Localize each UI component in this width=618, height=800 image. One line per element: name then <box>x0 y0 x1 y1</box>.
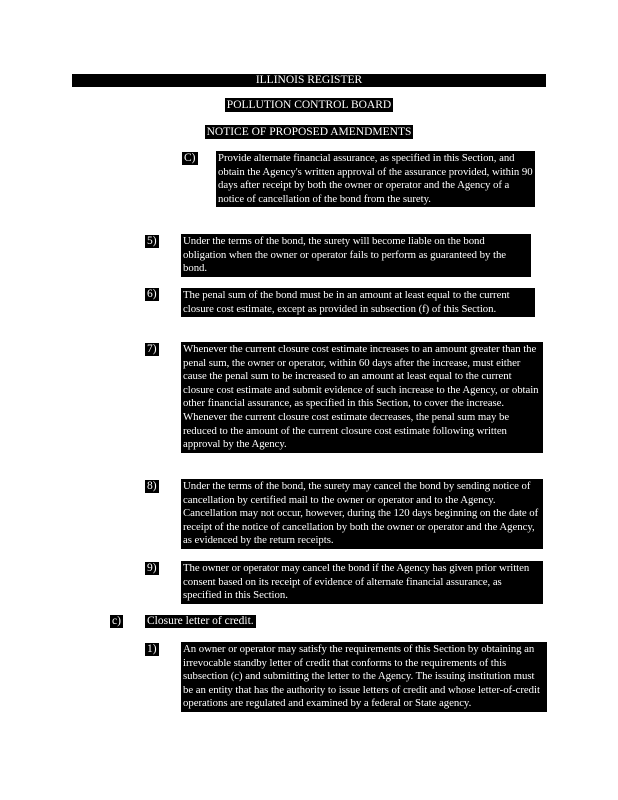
item-label: 5) <box>147 235 157 247</box>
register-title: ILLINOIS REGISTER <box>72 74 546 87</box>
item-text: Under the terms of the bond, the surety will become liable on the bond obligation when the owner or operator fails to perform as guaranteed by the bond. <box>181 234 531 277</box>
item-label: 8) <box>147 480 157 492</box>
item-label: 9) <box>147 562 157 574</box>
item-label: 7) <box>147 343 157 355</box>
item-text: Whenever the current closure cost estimate increases to an amount greater than the penal sum, the owner or operator, within 60 days after the increase, must either cause the penal sum to be increased to an amount at least equal to the current closure cost estimate and submit evidence of such increase to the Agency, or obtain other financial assurance, as specified in this Section, to cover the increase. Whenever the current closure cost estimate decreases, the penal sum may be reduced to the amount of the current closure cost estimate following written approval by the Agency. <box>181 342 543 453</box>
item-text: The penal sum of the bond must be in an amount at least equal to the current closure cost estimate, except as provided in subsection (f) of this Section. <box>181 288 535 317</box>
section-label: c) <box>112 615 121 627</box>
item-label: 6) <box>147 288 157 300</box>
item-text: Under the terms of the bond, the surety may cancel the bond by sending notice of cancellation by certified mail to the owner or operator and to the Agency. Cancellation may not occur, however, during the 120 days beginning on the date of receipt of the notice of cancellation by both the owner or operator and the Agency, as evidenced by the return receipts. <box>181 479 543 549</box>
item-text: Provide alternate financial assurance, as specified in this Section, and obtain the Agency's written approval of the assurance provided, within 90 days after receipt by both the owner or operator and the Agency of a notice of cancellation of the bond from the surety. <box>216 151 535 207</box>
section-heading: Closure letter of credit. <box>147 615 254 627</box>
notice-title: NOTICE OF PROPOSED AMENDMENTS <box>206 126 412 138</box>
item-text: An owner or operator may satisfy the requirements of this Section by obtaining an irrevocable standby letter of credit that conforms to the requirements of this subsection (c) and submitting the letter to the Agency. The issuing institution must be an entity that has the authority to issue letters of credit and whose letter-of-credit operations are regulated and examined by a federal or State agency. <box>181 642 547 712</box>
register-title-line <box>0 74 618 87</box>
notice-title-line <box>0 126 618 139</box>
item-label: 1) <box>147 643 157 655</box>
item-text: The owner or operator may cancel the bond if the Agency has given prior written consent based on its receipt of evidence of alternate financial assurance, as specified in this Section. <box>181 561 543 604</box>
item-label: C) <box>184 152 196 164</box>
board-name: POLLUTION CONTROL BOARD <box>226 99 392 111</box>
board-name-line <box>0 99 618 112</box>
